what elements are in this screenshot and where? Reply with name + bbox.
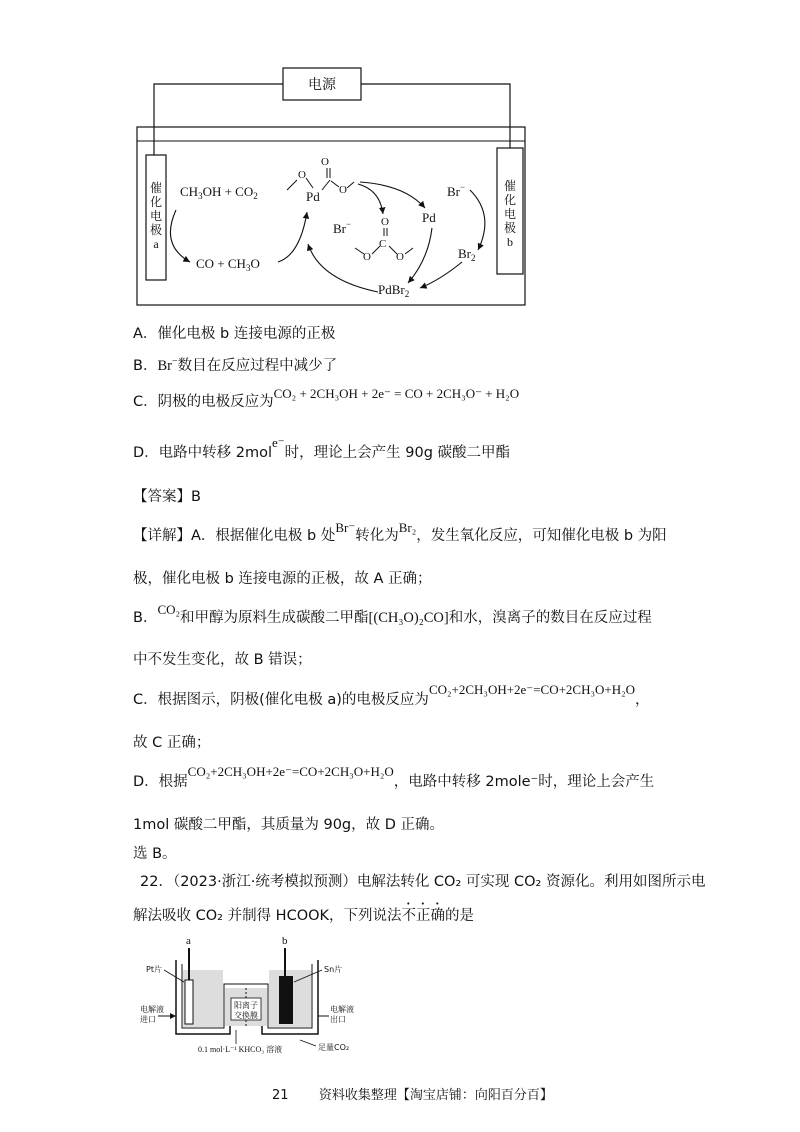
electrolysis-apparatus-diagram (0, 930, 800, 1060)
pt-plate (185, 980, 193, 1024)
solution-label: 0.1 mol·L⁻¹ KHCO₃ 溶液 (198, 1045, 283, 1054)
option-d-electron: e⁻ (272, 435, 285, 450)
detail-line-6: 故 C 正确； (133, 735, 211, 751)
sn-label: Sn片 (324, 965, 343, 974)
svg-text:极: 极 (503, 221, 517, 235)
pdbr2-label: PdBr$_2$ (378, 282, 410, 299)
page-number: 21 (272, 1088, 289, 1103)
option-b-ion: Br− (157, 356, 178, 374)
option-d-prefix: D．电路中转移 2mol (133, 445, 273, 461)
svg-text:b: b (507, 235, 513, 249)
svg-text:O: O (381, 216, 389, 228)
option-d-text: 时，理论上会产生 90g 碳酸二甲酯 (284, 445, 511, 461)
detail-line-2: 极，催化电极 b 连接电源的正极，故 A 正确； (133, 571, 432, 587)
pt-label: Pt片 (146, 965, 162, 974)
emphasis-not-correct: 不正确 (401, 908, 446, 924)
outlet-label-1: 电解液 (330, 1005, 354, 1014)
terminal-a: a (186, 935, 191, 947)
terminal-b: b (282, 935, 288, 947)
svg-text:O: O (339, 184, 347, 196)
svg-text:O: O (298, 169, 306, 181)
svg-text:电: 电 (503, 207, 517, 221)
svg-text:a: a (153, 237, 159, 251)
co2-label: 足量CO₂ (318, 1043, 350, 1052)
svg-text:O: O (396, 251, 404, 263)
svg-text:化: 化 (149, 195, 163, 209)
pd-intermediate-structure (287, 156, 354, 204)
detail-line-5: C．根据图示，阴极(催化电极 a)的电极反应为CO₂+2CH₃OH+2e⁻=CO+2CH₃O+H₂O， (133, 682, 650, 708)
inlet-label-1: 电解液 (140, 1005, 164, 1014)
option-c-equation: CO₂ + 2CH₃OH + 2e⁻ = CO + 2CH₃O⁻ + H₂O (273, 386, 520, 401)
svg-text:极: 极 (149, 223, 163, 237)
question-22-line-1: 22．（2023·浙江·统考模拟预测）电解法转化 CO₂ 可实现 CO₂ 资源化。利用如图所示电 (140, 874, 706, 890)
svg-text:C: C (379, 238, 387, 250)
option-b (133, 354, 337, 375)
option-c (133, 386, 520, 411)
svg-text:电: 电 (149, 209, 163, 223)
dimethyl-carbonate-structure (355, 216, 413, 263)
detail-line-3: B．CO₂和甲醇为原料生成碳酸二甲酯[(CH₃O)₂CO]和水，溴离子的数目在反应过程 (133, 602, 652, 626)
detail-line-1: 【详解】A．根据催化电极 b 处Br⁻转化为Br₂，发生氧化反应，可知催化电极 b 为阳 (133, 520, 667, 544)
svg-text:化: 化 (503, 193, 517, 207)
option-b-prefix: B． (133, 358, 158, 374)
br2-label: $Br_2$ (458, 246, 476, 263)
membrane-label-1: 阳离子 (234, 1001, 258, 1010)
power-supply-label: 电源 (308, 77, 336, 93)
option-b-text: 数目在反应过程中减少了 (177, 358, 338, 374)
page-footer (272, 1084, 553, 1103)
option-c-prefix: C．阴极的电极反应为 (133, 394, 274, 410)
svg-text:O: O (363, 251, 371, 263)
svg-text:催: 催 (503, 179, 517, 193)
detail-line-4: 中不发生变化，故 B 错误； (133, 652, 312, 668)
inlet-label-2: 进口 (140, 1015, 156, 1024)
br-ion-right: Br− (447, 182, 466, 199)
electrolysis-cycle-diagram (0, 0, 800, 320)
detail-line-7: D．根据CO₂+2CH₃OH+2e⁻=CO+2CH₃O+H₂O，电路中转移 2mole⁻时，理论上会产生 (133, 764, 655, 790)
reactants-label: $CH_3OH + CO_2$ (180, 184, 258, 201)
detail-line-9: 选 B。 (133, 846, 177, 862)
svg-text:Pd: Pd (306, 189, 320, 204)
br-ion-left: Br− (333, 219, 352, 236)
products-label: CO + $CH_3O$ (196, 256, 260, 273)
outlet-label-2: 出口 (330, 1015, 346, 1024)
sn-plate (279, 976, 293, 1024)
svg-text:O: O (321, 156, 329, 168)
option-d (133, 435, 511, 462)
membrane-label-2: 交换膜 (234, 1011, 258, 1020)
svg-text:催: 催 (149, 181, 163, 195)
detail-line-8: 1mol 碳酸二甲酯，其质量为 90g，故 D 正确。 (133, 817, 445, 833)
pd-label: Pd (422, 210, 436, 225)
answer-line: 【答案】B (133, 489, 201, 505)
footer-text: 资料收集整理【淘宝店铺：向阳百分百】 (318, 1088, 553, 1103)
option-a: A．催化电极 b 连接电源的正极 (133, 326, 336, 342)
electrolytic-tank (137, 127, 525, 305)
question-22-line-2: 解法吸收 CO₂ 并制得 HCOOK，下列说法不正确的是 (133, 908, 475, 924)
